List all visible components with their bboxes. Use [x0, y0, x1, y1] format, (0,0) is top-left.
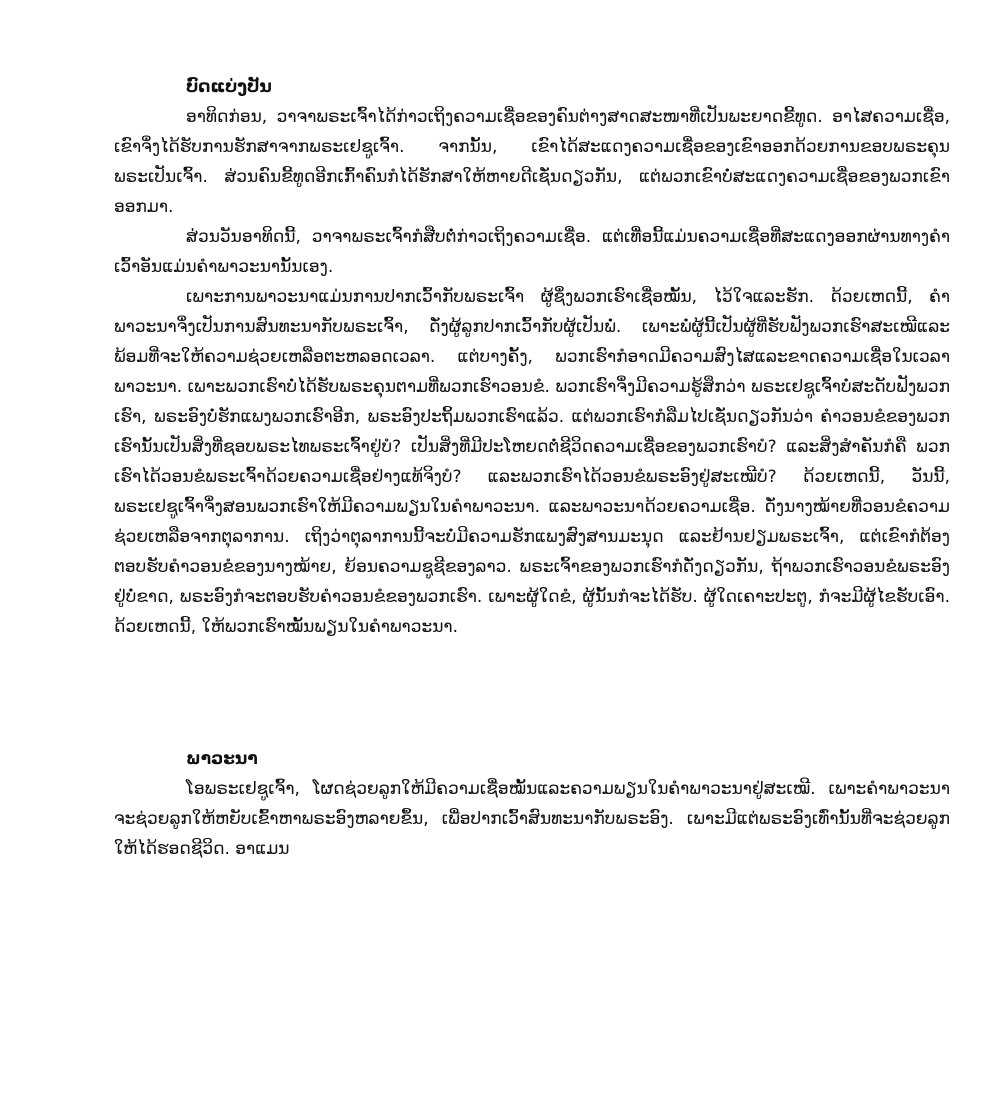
sermon-heading: ບົດແບ່ງປັນ [186, 77, 272, 97]
sermon-section [114, 72, 950, 642]
prayer-section [114, 744, 950, 864]
prayer-paragraph: ໂອພຣະເຢຊູເຈົ້າ, ໂຜດຊ່ວຍລູກໃຫ້ມີຄວາມເຊື່ອໝັ້ນແລະຄວາມພຽນໃນຄຳພາວະນາຢູ່ສະເໝີ. ເພາະຄຳພາວະນາຈະຊ່ວຍລູກໃຫ້ຫຍັບເຂົ້າຫາພຣະອົງຫລາຍຂຶ້ນ, ເພື່ອປາກເວົ້າສົນທະນາກັບພຣະອົງ. ເພາະມີແຕ່ພຣະອົງເທົ່ານັ້ນທີ່ຈະຊ່ວຍລູກໃຫ້ໄດ້ຮອດຊີວິດ. ອາແມນ [114, 779, 950, 859]
sermon-paragraph-1: ອາທິດກ່ອນ, ວາຈາພຣະເຈົ້າໄດ້ກ່າວເຖິງຄວາມເຊື່ອຂອງຄົນຕ່າງສາດສະໜາທີ່ເປັນພະຍາດຂີ້ທູດ. ອາໄສຄວາມເຊື່ອ, ເຂົາຈຶ່ງໄດ້ຮັບການຮັກສາຈາກພຣະເຢຊູເຈົ້າ. ຈາກນັ້ນ, ເຂົາໄດ້ສະແດງຄວາມເຊື່ອຂອງເຂົາອອກດ້ວຍການຂອບພຣະຄຸນພຣະເປັນເຈົ້າ. ສ່ວນຄົນຂີ້ທູດອີກເກົ້າຄົນກໍໄດ້ຮັກສາໃຫ້ຫາຍດີເຊັ່ນດຽວກັນ, ແຕ່ພວກເຂົາບໍ່ສະແດງຄວາມເຊື່ອຂອງພວກເຂົາອອກມາ. [114, 107, 950, 217]
document-page [114, 72, 950, 864]
prayer-heading: ພາວະນາ [186, 749, 258, 769]
sermon-paragraph-3: ເພາະການພາວະນາແມ່ນການປາກເວົ້າກັບພຣະເຈົ້າ ຜູ້ຊຶ່ງພວກເຮົາເຊື່ອໝັ້ນ, ໄວ້ໃຈແລະຮັກ. ດ້ວຍເຫດນີ້, ຄຳພາວະນາຈຶ່ງເປັນການສົນທະນາກັບພຣະເຈົ້າ, ດັ່ງຜູ້ລູກປາກເວົ້າກັບຜູ້ເປັນພໍ່. ເພາະພໍ່ຜູ້ນີ້ເປັນຜູ້ທີ່ຮັບຟັງພວກເຮົາສະເໝີແລະພ້ອມທີ່ຈະໃຫ້ຄວາມຊ່ວຍເຫລືອຕະຫລອດເວລາ. ແຕ່ບາງຄັ້ງ, ພວກເຮົາກໍອາດມີຄວາມສົງໄສແລະຂາດຄວາມເຊື່ອໃນເວລາພາວະນາ. ເພາະພວກເຮົາບໍ່ໄດ້ຮັບພຣະຄຸນຕາມທີ່ພວກເຮົາວອນຂໍ. ພວກເຮົາຈຶ່ງມີຄວາມຮູ້ສຶກວ່າ ພຣະເຢຊູເຈົ້າບໍ່ສະດັບຟັງພວກເຮົາ, ພຣະອົງບໍ່ຮັກແພງພວກເຮົາອີກ, ພຣະອົງປະຖິ້ມພວກເຮົາແລ້ວ. ແຕ່ພວກເຮົາກໍລືມໄປເຊັ່ນດຽວກັນວ່າ ຄຳວອນຂໍຂອງພວກເຮົານັ້ນເປັນສິ່ງທີ່ຊອບພຣະໄທພຣະເຈົ້າຢູ່ບໍ? ເປັນສິ່ງທີ່ມີປະໂຫຍດຕໍ່ຊີວິດຄວາມເຊື່ອຂອງພວກເຮົາບໍ? ແລະສິ່ງສຳຄັນກໍຄື ພວກເຮົາໄດ້ວອນຂໍພຣະເຈົ້າດ້ວຍຄວາມເຊື່ອຢ່າງແທ້ຈິງບໍ? ແລະພວກເຮົາໄດ້ວອນຂໍພຣະອົງຢູ່ສະເໝີບໍ? ດ້ວຍເຫດນີ້, ວັນນີ້, ພຣະເຢຊູເຈົ້າຈຶ່ງສອນພວກເຮົາໃຫ້ມີຄວາມພຽນໃນຄຳພາວະນາ. ແລະພາວະນາດ້ວຍຄວາມເຊື່ອ. ດັ່ງນາງໝ້າຍທີ່ວອນຂໍຄວາມຊ່ວຍເຫລືອຈາກຕຸລາການ. ເຖິງວ່າຕຸລາການນີ້ຈະບໍ່ມີຄວາມຮັກແພງສົງສານມະນຸດ ແລະຢ້ານຢຽມພຣະເຈົ້າ, ແຕ່ເຂົາກໍຕ້ອງຕອບຮັບຄຳວອນຂໍຂອງນາງໝ້າຍ, ຍ້ອນຄວາມຊູຊີຂອງລາວ. ພຣະເຈົ້າຂອງພວກເຮົາກໍດັ່ງດຽວກັນ, ຖ້າພວກເຮົາວອນຂໍພຣະອົງຢູ່ບໍ່ຂາດ, ພຣະອົງກໍຈະຕອບຮັບຄຳວອນຂໍຂອງພວກເຮົາ. ເພາະຜູ້ໃດຂໍ, ຜູ້ນັ້ນກໍຈະໄດ້ຮັບ. ຜູ້ໃດເຄາະປະຕູ, ກໍຈະມີຜູ້ໄຂຮັບເອົາ. ດ້ວຍເຫດນີ້, ໃຫ້ພວກເຮົາໝັ້ນພຽນໃນຄຳພາວະນາ. [114, 287, 950, 637]
sermon-paragraph-2: ສ່ວນວັນອາທິດນີ້, ວາຈາພຣະເຈົ້າກໍສືບຕໍ່ກ່າວເຖິງຄວາມເຊື່ອ. ແຕ່ເທື່ອນີ້ແມ່ນຄວາມເຊື່ອທີ່ສະແດງອອກຜ່ານທາງຄຳເວົ້າອັນແມ່ນຄຳພາວະນານັ້ນເອງ. [114, 227, 950, 277]
